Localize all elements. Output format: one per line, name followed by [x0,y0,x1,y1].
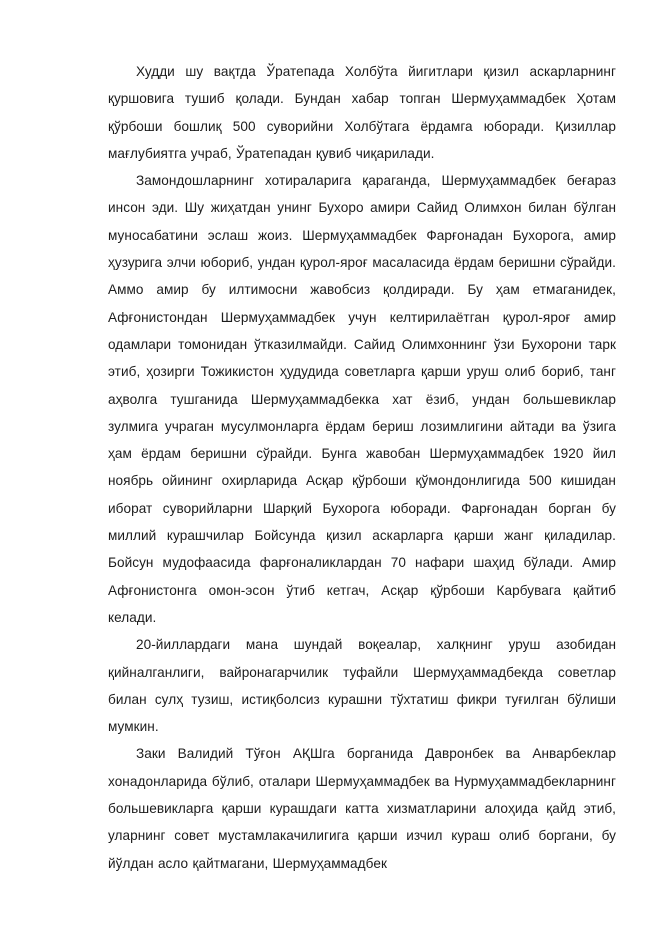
document-body [108,58,616,877]
paragraph-2: Замондошларнинг хотираларига қараганда, Шермуҳаммадбек беғараз инсон эди. Шу жиҳатдан унинг Бухоро амири Сайид Олимхон билан бўлган муносабатини эслаш жоиз. Шермуҳаммадбек Фарғонадан Бухорога, амир ҳузурига элчи юбориб, ундан қурол-яроғ масаласида ёрдам беришни сўрайди. Аммо амир бу илтимосни жавобсиз қолдиради. Бу ҳам етмаганидек, Афғонистондан Шермуҳаммадбек учун келтирилаётган қурол-яроғ амир одамлари томонидан ўтказилмайди. Сайид Олимхоннинг ўзи Бухорони тарк этиб, ҳозирги Тожикистон ҳудудида советларга қарши уруш олиб бориб, танг аҳволга тушганида Шермуҳаммадбекка хат ёзиб, ундан большевиклар зулмига учраган мусулмонларга ёрдам бериш лозимлигини айтади ва ўзига ҳам ёрдам беришни сўрайди. Бунга жавобан Шермуҳаммадбек 1920 йил ноябрь ойининг охирларида Асқар қўрбоши қўмондонлигида 500 кишидан иборат суворийларни Шарқий Бухорога юборади. Фарғонадан борган бу миллий курашчилар Бойсунда қизил аскарларга қарши жанг қиладилар. Бойсун мудофаасида фарғоналиклардан 70 нафари шаҳид бўлади. Амир Афғонистонга омон-эсон ўтиб кетгач, Асқар қўрбоши Карбувага қайтиб келади. [108,173,616,625]
paragraph-1: Худди шу вақтда Ўратепада Холбўта йигитлари қизил аскарларнинг қуршовига тушиб қолади. Бундан хабар топган Шермуҳаммадбек Ҳотам қўрбоши бошлиқ 500 суворийни Холбўтага ёрдамга юборади. Қизиллар мағлубиятга учраб, Ўратепадан қувиб чиқарилади. [108,64,616,161]
paragraph-4: Заки Валидий Тўғон АҚШга борганида Давронбек ва Анварбеклар хонадонларида бўлиб, оталари Шермуҳаммадбек ва Нурмуҳаммадбекларнинг большевикларга қарши курашдаги катта хизматларини алоҳида қайд этиб, уларнинг совет мустамлакачилигига қарши изчил кураш олиб боргани, бу йўлдан асло қайтмагани, Шермуҳаммадбек [108,746,616,871]
paragraph-3: 20-йиллардаги мана шундай воқеалар, халқнинг уруш азобидан қийналганлиги, вайронагарчилик туфайли Шермуҳаммадбекда советлар билан сулҳ тузиш, истиқболсиз курашни тўхтатиш фикри туғилган бўлиши мумкин. [108,637,616,735]
